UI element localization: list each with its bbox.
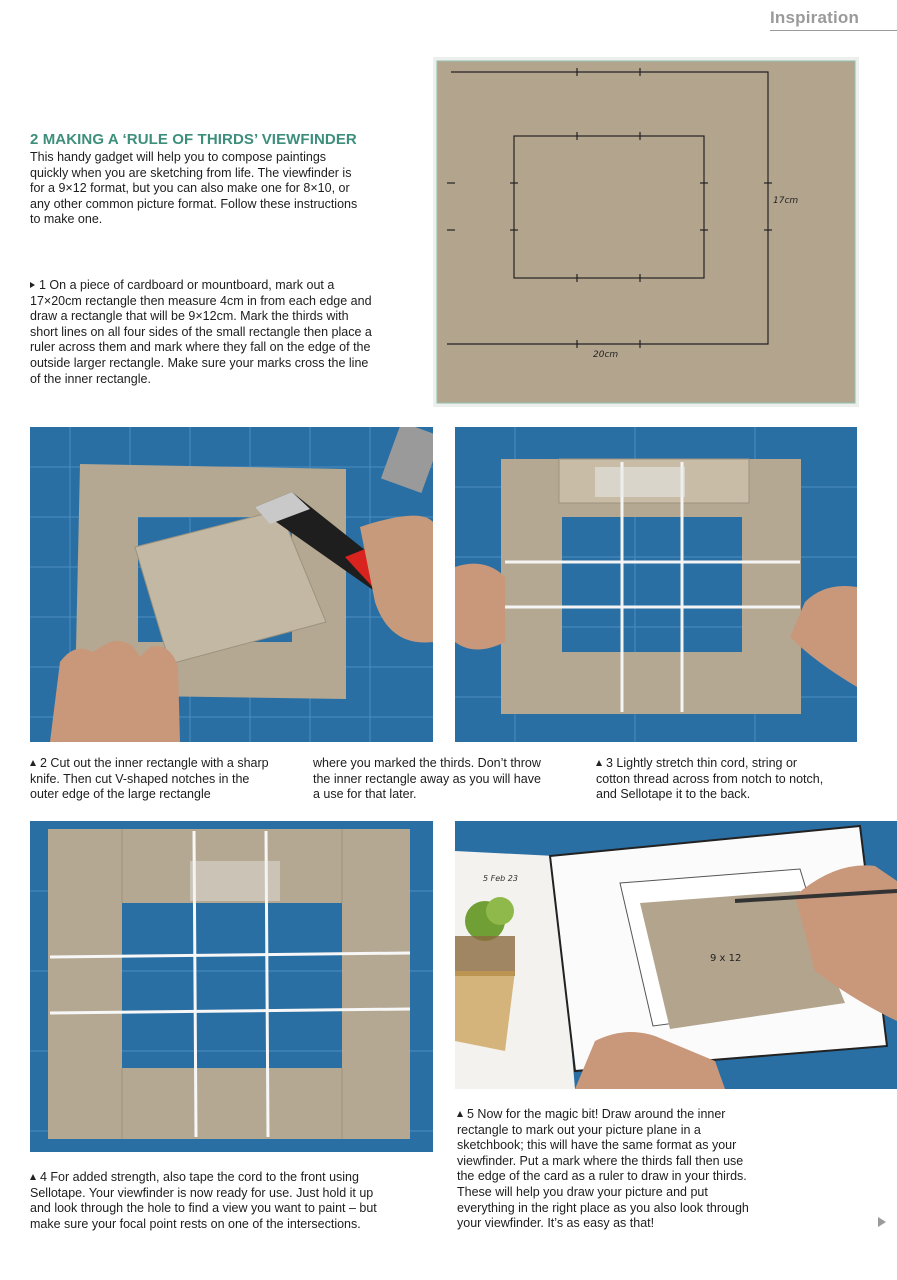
step-3-text: 3 Lightly stretch thin cord, string or cotton thread across from notch to notch, and Sellotape it to the back. <box>596 756 824 802</box>
dimension-width-label: 20cm <box>593 350 619 360</box>
next-page-arrow-icon[interactable] <box>878 1217 886 1227</box>
triangle-up-icon <box>30 1174 36 1180</box>
photo-marked-cardboard <box>433 57 859 407</box>
step-4-text: 4 For added strength, also tape the cord to the front using Sellotape. Your viewfinder is now ready for use. Just hold it up and look through the hole to find a view you want to paint – but make sure your focal point rests on one of the intersections. <box>30 1170 377 1231</box>
triangle-up-icon <box>457 1111 463 1117</box>
photo-strings-taped-back <box>455 427 857 742</box>
photo-sketchbook-marking <box>455 821 897 1089</box>
section-tag: Inspiration <box>770 8 897 31</box>
step-4-caption <box>30 1170 395 1232</box>
triangle-up-icon <box>30 760 36 766</box>
article-heading: 2 MAKING A ‘RULE OF THIRDS’ VIEWFINDER <box>30 131 357 148</box>
sketch-date-label: 5 Feb 23 <box>483 874 518 883</box>
article-intro: This handy gadget will help you to compose paintings quickly when you are sketching from life. The viewfinder is for a 9×12 format, but you can also make one for 8×10, or any other common picture format. Follow these instructions to make one. <box>30 150 358 227</box>
step-5-text: 5 Now for the magic bit! Draw around the inner rectangle to mark out your picture plane in a sketchbook; this will have the same format as your viewfinder. Put a mark where the thirds fall then use the edge of the card as a ruler to draw in your thirds. These will help you draw your picture and put everything in the right place as you also look through your viewfinder. It’s as easy as that! <box>457 1107 749 1231</box>
photo-cutting-inner-rectangle <box>30 427 433 742</box>
step-2-text-b: where you marked the thirds. Don’t throw the inner rectangle away as you will have a use for that later. <box>313 756 541 802</box>
triangle-right-icon <box>30 282 35 288</box>
step-1-text: 1 On a piece of cardboard or mountboard, mark out a 17×20cm rectangle then measure 4cm in from each edge and draw a rectangle that will be 9×12cm. Mark the thirds with short lines on all four sides of the small rectangle then place a ruler across them and mark where they fall on the edge of the outside larger rectangle. Make sure your marks cross the line of the inner rectangle. <box>30 278 372 386</box>
step-2-text-a: 2 Cut out the inner rectangle with a sharp knife. Then cut V-shaped notches in the outer edge of the large rectangle <box>30 756 269 802</box>
triangle-up-icon <box>596 760 602 766</box>
dimension-height-label: 17cm <box>773 196 799 206</box>
photo-finished-viewfinder <box>30 821 433 1152</box>
step-2-caption <box>30 756 270 803</box>
step-1-caption <box>30 278 375 387</box>
format-mark-label: 9 x 12 <box>710 953 742 964</box>
step-5-caption <box>457 1107 757 1232</box>
step-3-caption <box>596 756 826 803</box>
